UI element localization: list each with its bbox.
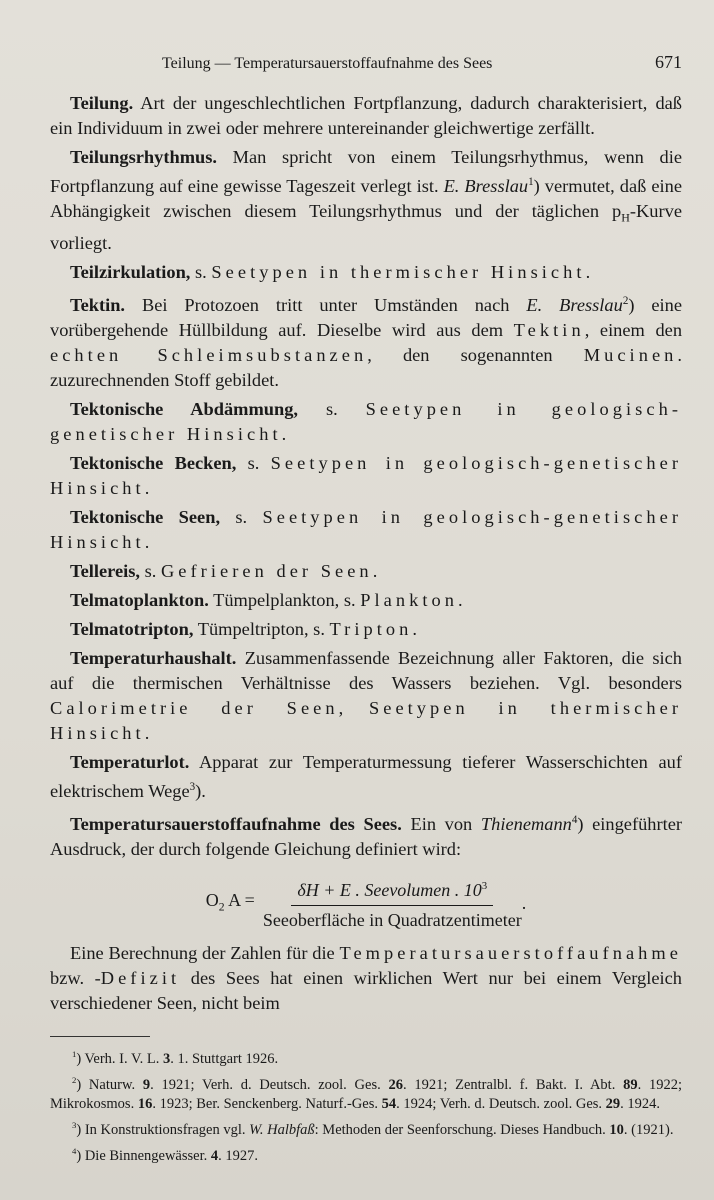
text-segment: des Sees hat einen wirklichen Wert nur bei einem Vergleich verschiedener Seen, nicht beim bbox=[50, 968, 682, 1014]
text-segment: s. bbox=[298, 398, 366, 419]
dictionary-entry bbox=[50, 808, 682, 862]
entry-term: Tektonische Abdämmung, bbox=[70, 398, 299, 419]
footnote-reference[interactable]: 4 bbox=[571, 814, 578, 827]
text-segment: Eine Berechnung der Zahlen für die bbox=[70, 943, 340, 964]
text-segment: Mucinen bbox=[583, 344, 678, 365]
footnote-reference[interactable]: 3 bbox=[189, 780, 196, 793]
footnote-reference[interactable]: 1 bbox=[528, 176, 534, 188]
text-segment: E. Bresslau bbox=[526, 294, 623, 315]
text-segment: . bbox=[585, 261, 591, 282]
entry-term: Teilzirkulation, bbox=[70, 261, 191, 282]
entry-term: Teilung. bbox=[70, 93, 134, 113]
text-segment: Art der ungeschlechtlichen Fortpflanzung, dadurch charakterisiert, daß ein Individuum in zwei oder mehrere untereinander gleichwertige zerfällt. bbox=[50, 93, 682, 138]
text-segment: 29 bbox=[605, 1095, 621, 1112]
footnote-paren: ) bbox=[76, 1147, 82, 1164]
closing-paragraph bbox=[50, 941, 682, 1016]
footnote-paren: ) bbox=[76, 1121, 82, 1138]
text-segment: 10 bbox=[609, 1121, 624, 1138]
running-title: Teilung — Temperatursauerstoffaufnahme des Sees bbox=[162, 55, 493, 72]
text-segment: Bei Protozoen tritt unter Umständen nach bbox=[125, 294, 527, 315]
dictionary-entry bbox=[50, 588, 682, 613]
footnote-reference[interactable]: 2 bbox=[622, 294, 629, 307]
text-segment: 26 bbox=[388, 1076, 403, 1093]
text-segment: Temperatursauerstoffaufnahme bbox=[339, 943, 682, 964]
text-segment: Seetypen in geologisch-genetischer Hinsicht bbox=[50, 506, 682, 552]
text-segment: . bbox=[412, 618, 417, 639]
text-segment: 54 bbox=[381, 1095, 397, 1112]
text-segment: ) vermutet, daß eine Abhängigkeit zwischen diesem Teilungsrhythmus und der täglichen p bbox=[50, 176, 682, 222]
footnote bbox=[50, 1142, 682, 1166]
text-segment: . (1921). bbox=[623, 1121, 674, 1138]
equation-numerator bbox=[291, 874, 493, 906]
equation-lhs-rest: A = bbox=[228, 889, 255, 910]
text-segment: : Methoden der Seenforschung. Dieses Handbuch. bbox=[314, 1121, 610, 1138]
text-segment: s. bbox=[220, 506, 263, 527]
text-segment: Tümpelplankton, s. bbox=[208, 589, 361, 610]
entry-term: Tektonische Seen, bbox=[70, 506, 221, 527]
text-segment: . bbox=[144, 722, 150, 743]
equation-numerator-exponent: 3 bbox=[481, 880, 488, 893]
entry-term: Telmatoplankton. bbox=[70, 589, 209, 610]
dictionary-entry bbox=[50, 617, 682, 642]
text-segment: Apparat zur Temperaturmessung tieferer Wasserschichten auf elektrischem Wege bbox=[50, 751, 682, 802]
dictionary-entry bbox=[50, 289, 682, 393]
text-segment: s. bbox=[190, 261, 212, 282]
text-segment: , bbox=[338, 697, 369, 718]
text-segment: 16 bbox=[137, 1095, 153, 1112]
text-segment: W. Halbfaß bbox=[249, 1121, 315, 1138]
text-segment: , den sogenannten bbox=[367, 344, 584, 365]
text-segment: . bbox=[144, 477, 150, 498]
dictionary-entries bbox=[50, 91, 682, 862]
entry-term: Tellereis, bbox=[70, 560, 140, 581]
equation-denominator: Seeoberfläche in Quadratzentimeter bbox=[262, 910, 522, 931]
text-segment: Man spricht von einem Teilungsrhythmus, wenn die Fortpflanzung auf eine gewisse Tageszeit verlegt ist. bbox=[50, 147, 682, 197]
footnote-paren: ) bbox=[76, 1076, 82, 1093]
text-segment: Tümpeltripton, s. bbox=[193, 618, 330, 639]
text-segment: Die Binnengewässer. bbox=[81, 1147, 211, 1164]
entry-term: Tektin. bbox=[70, 294, 126, 315]
dictionary-entry bbox=[50, 145, 682, 256]
text-segment: . 1924. bbox=[620, 1095, 661, 1112]
dictionary-entry bbox=[50, 397, 682, 447]
text-segment: E. Bresslau bbox=[443, 176, 529, 197]
text-segment: Seetypen in geologisch-genetischer Hinsicht bbox=[50, 398, 682, 444]
equation-numerator-text: δH + E . Seevolumen . 10 bbox=[297, 880, 482, 901]
text-segment: 4 bbox=[210, 1147, 219, 1164]
footnote-paren: ) bbox=[76, 1051, 82, 1067]
dictionary-entry bbox=[50, 91, 682, 141]
text-segment: Ein von bbox=[401, 814, 481, 835]
text-segment: . 1923; Ber. Senckenberg. Naturf.-Ges. bbox=[152, 1095, 382, 1112]
text-segment: ) eine vorübergehende Hüllbildung auf. Dieselbe wird aus dem bbox=[50, 294, 682, 340]
entry-term: Temperaturlot. bbox=[70, 751, 190, 772]
page-number: 671 bbox=[655, 52, 682, 72]
footnote-mark: 4 bbox=[72, 1145, 77, 1156]
text-segment: Naturw. bbox=[81, 1076, 143, 1093]
text-segment: . bbox=[457, 589, 463, 610]
text-segment: 9 bbox=[142, 1076, 151, 1093]
equation-fraction bbox=[263, 874, 522, 933]
dictionary-entry bbox=[50, 260, 682, 285]
equation-lhs-subscript: 2 bbox=[218, 900, 225, 914]
text-segment: -Kurve vorliegt. bbox=[50, 201, 682, 253]
text-segment: s. bbox=[139, 560, 161, 581]
equation-trailing: . bbox=[521, 893, 527, 914]
text-segment: ) eingeführter Ausdruck, der durch folgende Gleichung definiert wird: bbox=[50, 814, 683, 860]
text-segment: . bbox=[281, 423, 287, 444]
text-segment: Thienemann bbox=[480, 814, 572, 835]
text-segment: 3 bbox=[162, 1051, 171, 1067]
text-segment: Verh. I. V. L. bbox=[81, 1051, 163, 1067]
text-segment: . 1922; Mikrokosmos. bbox=[50, 1076, 682, 1112]
text-segment: Plankton bbox=[360, 589, 458, 610]
text-segment: , einem den bbox=[584, 319, 683, 340]
footnote-mark: 2 bbox=[72, 1075, 77, 1085]
text-segment: ). bbox=[195, 781, 206, 802]
footnote bbox=[50, 1116, 682, 1140]
equation-lhs bbox=[206, 888, 255, 920]
text-segment: Defizit bbox=[100, 968, 181, 989]
dictionary-entry bbox=[50, 451, 682, 501]
text-segment: Gefrieren der Seen bbox=[160, 560, 373, 581]
text-segment: . zuzurechnenden Stoff gebildet. bbox=[50, 344, 683, 390]
dictionary-entry bbox=[50, 505, 682, 555]
footnote bbox=[50, 1045, 682, 1069]
text-segment: bzw. - bbox=[50, 968, 101, 989]
text-segment: 89 bbox=[623, 1076, 638, 1093]
dictionary-entry bbox=[50, 559, 682, 584]
dictionary-entry bbox=[50, 750, 682, 804]
text-segment: . 1. Stuttgart 1926. bbox=[170, 1051, 279, 1067]
text-segment: . 1927. bbox=[218, 1147, 258, 1164]
text-segment: . 1924; Verh. d. Deutsch. zool. Ges. bbox=[396, 1095, 606, 1112]
footnote-rule bbox=[50, 1036, 150, 1037]
text-segment: . 1921; Zentralbl. f. Bakt. I. Abt. bbox=[402, 1076, 624, 1093]
footnote bbox=[50, 1071, 682, 1114]
text-segment: Calorimetrie der Seen bbox=[50, 697, 339, 718]
equation bbox=[50, 874, 682, 933]
text-segment: . bbox=[372, 560, 378, 581]
text-segment: . 1921; Verh. d. Deutsch. zool. Ges. bbox=[150, 1076, 389, 1093]
text-segment: In Konstruktionsfragen vgl. bbox=[81, 1121, 250, 1138]
text-segment: Tripton bbox=[329, 618, 413, 639]
text-segment: Zusammenfassende Bezeichnung aller Faktoren, die sich auf die thermischen Verhältnisse des Wassers beziehen. Vgl. besonders bbox=[50, 647, 682, 693]
text-segment: Tektin bbox=[513, 319, 585, 340]
entry-term: Teilungsrhythmus. bbox=[70, 147, 218, 167]
text-segment: Seetypen in thermischer Hinsicht bbox=[211, 261, 586, 282]
text-segment: Seetypen in thermischer Hinsicht bbox=[50, 697, 683, 743]
text-segment: echten Schleimsubstanzen bbox=[50, 344, 368, 365]
entry-term: Temperatursauerstoffaufnahme des Sees. bbox=[70, 814, 402, 835]
text-segment: H bbox=[621, 210, 630, 225]
footnote-mark: 1 bbox=[72, 1049, 77, 1060]
entry-term: Telmatotripton, bbox=[70, 618, 194, 639]
text-segment: . bbox=[144, 531, 150, 552]
footnote-mark: 3 bbox=[72, 1119, 77, 1130]
entry-term: Tektonische Becken, bbox=[70, 452, 237, 473]
equation-lhs-symbol: O bbox=[205, 889, 219, 910]
text-segment: s. bbox=[236, 452, 271, 473]
entry-term: Temperaturhaushalt. bbox=[70, 647, 237, 668]
footnotes bbox=[50, 1045, 682, 1165]
main-text bbox=[50, 91, 682, 1016]
dictionary-entry bbox=[50, 646, 682, 746]
text-segment: Seetypen in geologisch-genetischer Hinsicht bbox=[50, 452, 682, 498]
running-header bbox=[162, 52, 682, 73]
